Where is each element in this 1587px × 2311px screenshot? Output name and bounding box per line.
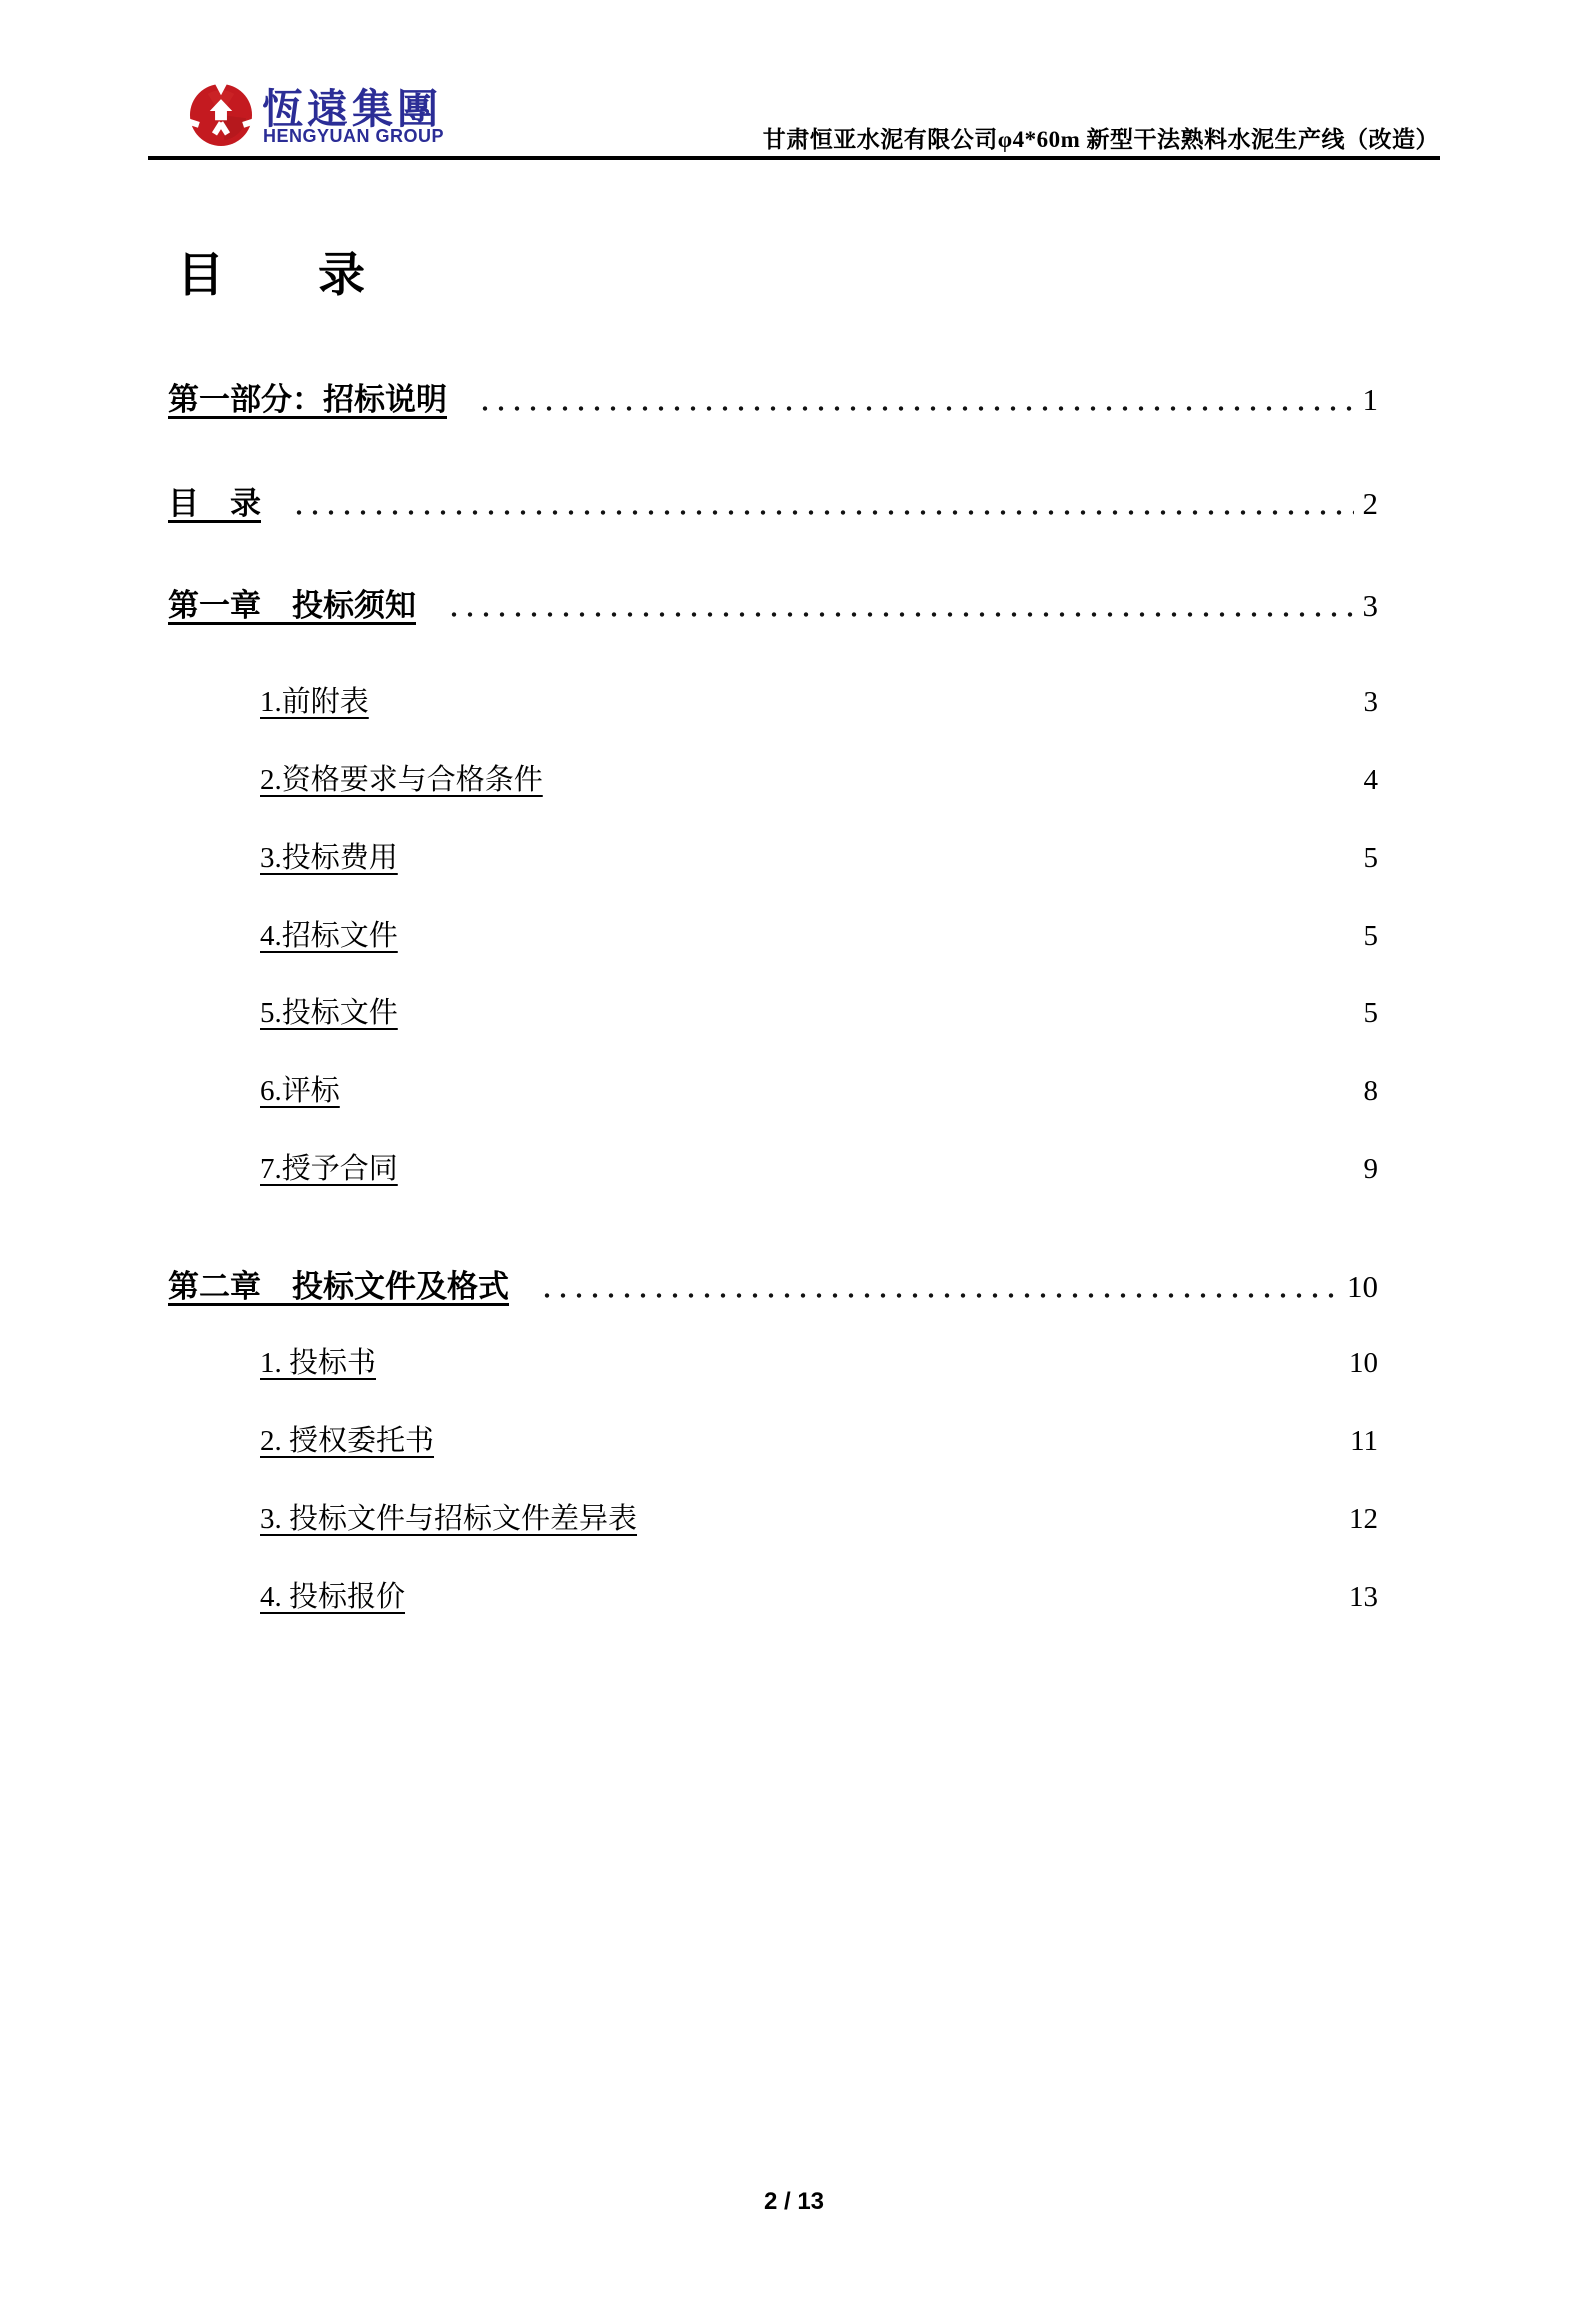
toc-page-number: 4: [1363, 764, 1378, 796]
page-number-indicator: 2 / 13: [763, 2188, 825, 2215]
toc-entry-sub: [260, 837, 1378, 879]
toc-page-number: 3: [1363, 686, 1378, 718]
toc-entry-label: 3.投标费用: [260, 842, 398, 874]
toc-page-number: 12: [1349, 1503, 1378, 1535]
toc-page-number: 5: [1363, 920, 1378, 952]
toc-page-number: 13: [1349, 1581, 1378, 1613]
page-title: 目 录: [177, 250, 365, 302]
toc-entry-sub: [260, 1420, 1378, 1462]
toc-entry-chapter: [168, 379, 1378, 421]
toc-entry-chapter: [168, 1266, 1378, 1308]
toc-entry-label: 2.资格要求与合格条件: [260, 764, 543, 796]
toc-page-number: 8: [1363, 1075, 1378, 1107]
toc-entry-sub: [260, 1498, 1378, 1540]
toc-entry-label: 6.评标: [260, 1075, 340, 1107]
toc-entry-sub: [260, 1342, 1378, 1384]
logo-company-name-cn: 恆遠集團: [262, 86, 442, 132]
header-project-title: 甘肃恒亚水泥有限公司φ4*60m 新型干法熟料水泥生产线（改造）: [762, 127, 1439, 152]
toc-entry-chapter: [168, 483, 1378, 525]
toc-entry-sub: [260, 681, 1378, 723]
toc-entry-label: 5.投标文件: [260, 997, 398, 1029]
toc-entry-label: 1.前附表: [260, 686, 369, 718]
toc-entry-sub: [260, 1576, 1378, 1618]
toc-entry-label: 2. 授权委托书: [260, 1425, 435, 1457]
toc-entry-sub: [260, 915, 1378, 957]
toc-entry-label: 目 录: [168, 486, 261, 521]
dot-leader: [539, 1288, 1338, 1300]
dot-leader: [446, 607, 1354, 619]
toc-list: [168, 0, 1378, 2311]
toc-page-number: 10: [1347, 1269, 1378, 1304]
toc-entry-label: 第二章 投标文件及格式: [168, 1269, 509, 1304]
toc-page-number: 9: [1363, 1153, 1378, 1185]
toc-entry-label: 第一章 投标须知: [168, 588, 416, 623]
toc-entry-sub: [260, 759, 1378, 801]
toc-page-number: 10: [1349, 1347, 1378, 1379]
logo-company-name-en: HENGYUAN GROUP: [263, 126, 445, 146]
toc-page-number: 3: [1362, 588, 1378, 623]
toc-entry-sub: [260, 992, 1378, 1034]
toc-page-number: 2: [1362, 486, 1378, 521]
toc-entry-sub: [260, 1148, 1378, 1190]
toc-page-number: 1: [1362, 382, 1378, 417]
toc-entry-label: 4. 投标报价: [260, 1581, 406, 1613]
toc-entry-label: 4.招标文件: [260, 920, 398, 952]
dot-leader: [291, 505, 1354, 517]
dot-leader: [477, 401, 1354, 413]
toc-entry-label: 3. 投标文件与招标文件差异表: [260, 1503, 638, 1535]
toc-entry-chapter: [168, 585, 1378, 627]
toc-entry-label: 第一部分：招标说明: [168, 382, 447, 417]
toc-page-number: 5: [1363, 997, 1378, 1029]
toc-entry-sub: [260, 1070, 1378, 1112]
toc-page-number: 5: [1363, 842, 1378, 874]
toc-page-number: 11: [1350, 1425, 1378, 1457]
toc-entry-label: 7.授予合同: [260, 1153, 398, 1185]
toc-entry-label: 1. 投标书: [260, 1347, 377, 1379]
